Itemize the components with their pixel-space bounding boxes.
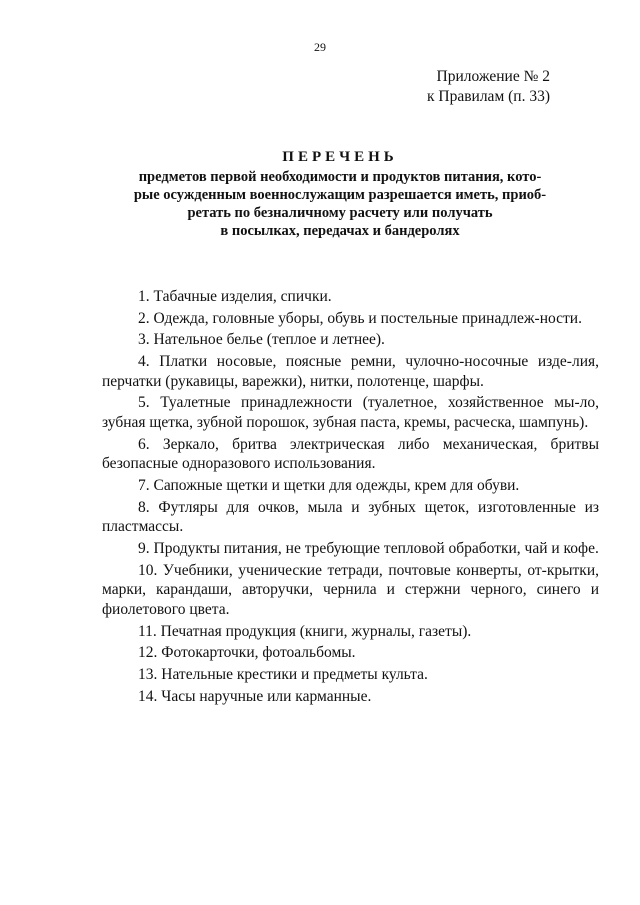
page-number: 29	[314, 40, 326, 54]
list-item: 9. Продукты питания, не требующие тепловой обработки, чай и кофе.	[138, 539, 599, 557]
document-heading	[90, 148, 590, 240]
list-item: 1. Табачные изделия, спички.	[138, 288, 332, 305]
heading-subtitle-line: в посылках, передачах и бандеролях	[220, 223, 460, 239]
appendix-reference	[427, 67, 550, 107]
heading-subtitle	[90, 168, 590, 240]
heading-subtitle-line: предметов первой необходимости и продуктов питания, кото-	[138, 169, 542, 185]
list-item: 8. Футляры для очков, мыла и зубных щеток, изготовленные из пластмассы.	[102, 498, 599, 536]
list-item: 3. Нательное белье (теплое и летнее).	[138, 331, 385, 349]
appendix-line-1: Приложение № 2	[436, 68, 550, 85]
list-item: 7. Сапожные щетки и щетки для одежды, крем для обуви.	[138, 476, 520, 494]
items-list	[102, 287, 599, 708]
list-item: 6. Зеркало, бритва электрическая либо механическая, бритвы безопасные одноразового использования.	[102, 435, 599, 473]
heading-subtitle-line: ретать по безналичному расчету или получать	[187, 205, 493, 221]
list-item: 12. Фотокарточки, фотоальбомы.	[138, 644, 356, 662]
heading-title: ПЕРЕЧЕНЬ	[282, 149, 398, 165]
list-item: 11. Печатная продукция (книги, журналы, газеты).	[138, 622, 472, 640]
list-item: 2. Одежда, головные уборы, обувь и постельные принадлеж-ности.	[138, 309, 582, 327]
appendix-line-2: к Правилам (п. 33)	[426, 88, 550, 105]
list-item: 14. Часы наручные или карманные.	[138, 687, 372, 705]
list-item: 4. Платки носовые, поясные ремни, чулочно-носочные изде-лия, перчатки (рукавицы, варежки), нитки, полотенце, шарфы.	[102, 352, 599, 390]
list-item: 10. Учебники, ученические тетради, почтовые конверты, от-крытки, марки, карандаши, авторучки, чернила и стержни черного, синего и фиолетового цвета.	[102, 561, 599, 619]
list-item: 13. Нательные крестики и предметы культа.	[138, 665, 428, 683]
heading-subtitle-line: рые осужденным военнослужащим разрешается иметь, приоб-	[133, 187, 547, 203]
list-item: 5. Туалетные принадлежности (туалетное, хозяйственное мы-ло, зубная щетка, зубной порошок, зубная паста, кремы, расческа, шампунь).	[102, 394, 599, 431]
